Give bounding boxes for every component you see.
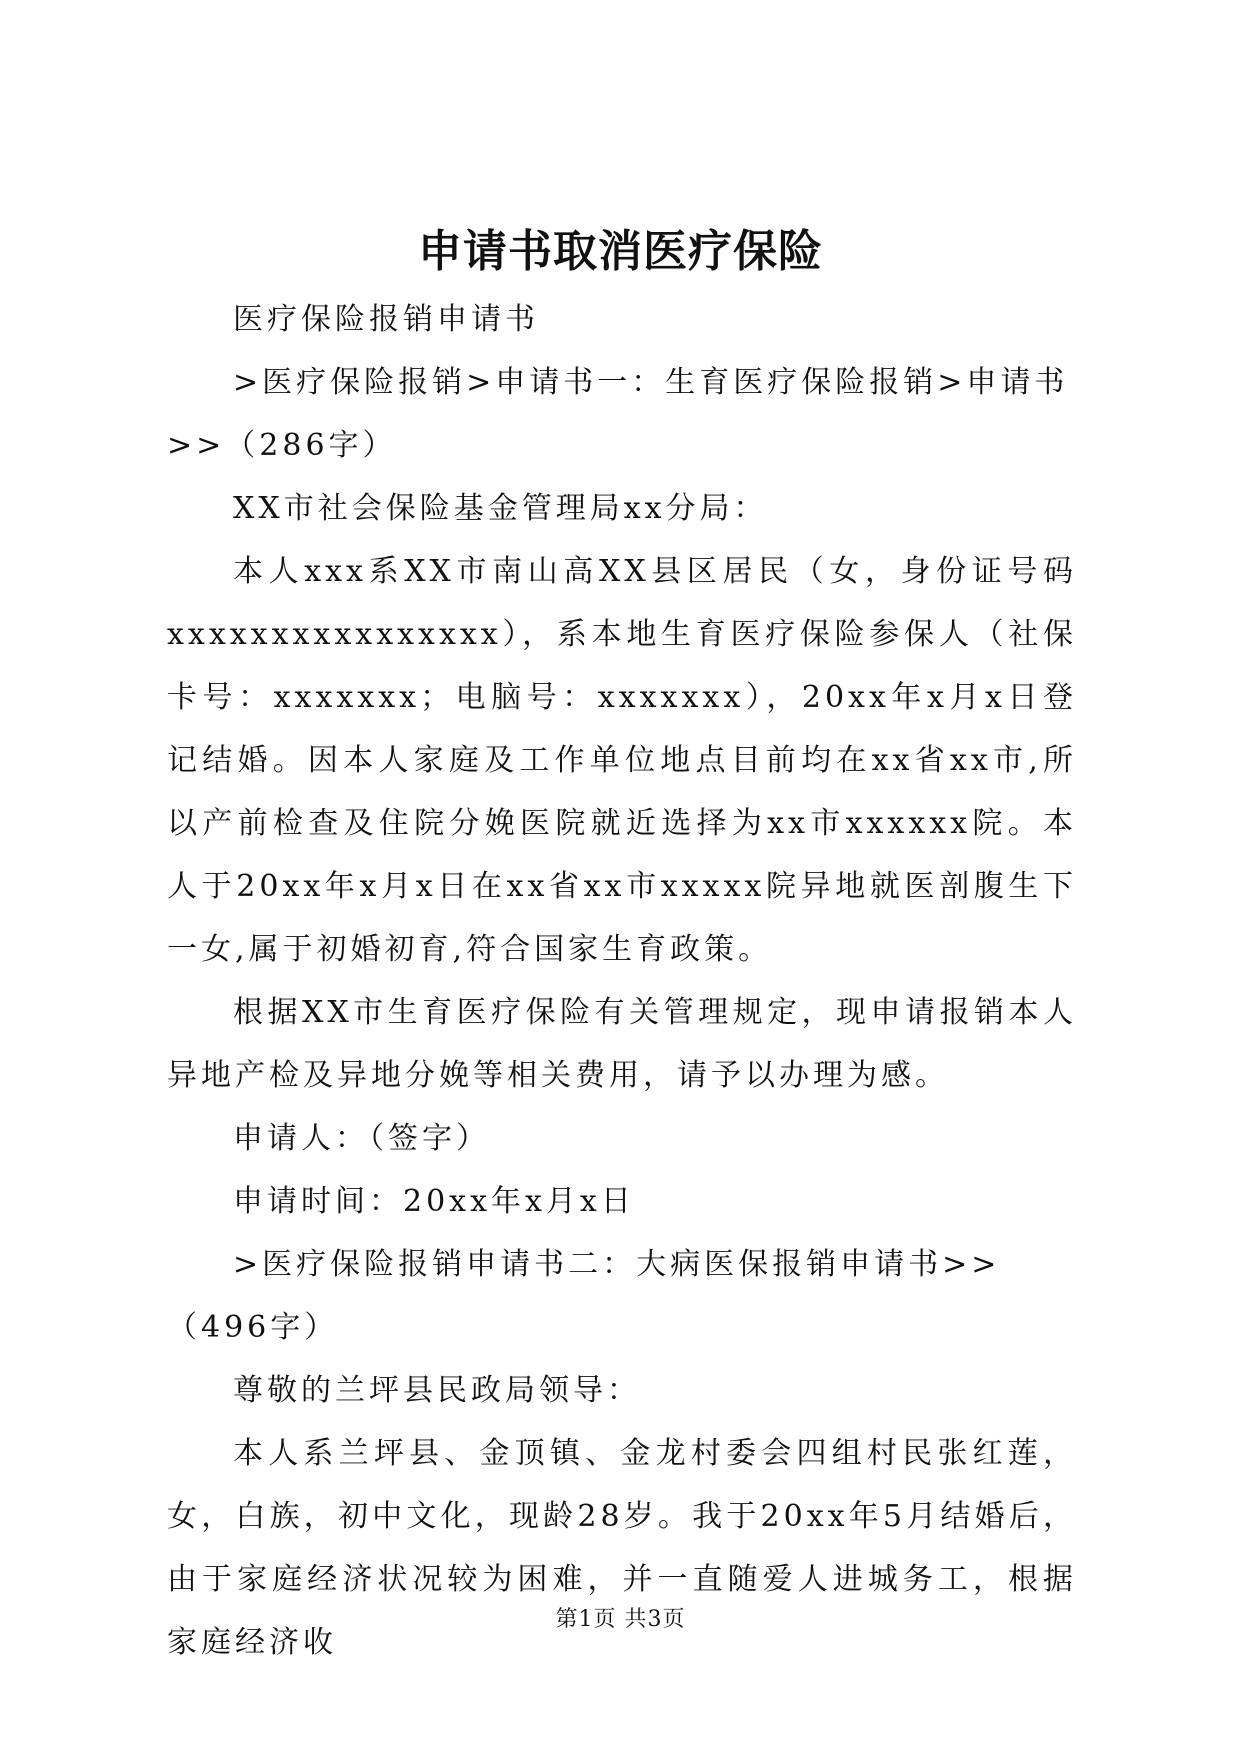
page-footer: 第1页 共3页	[555, 1607, 686, 1632]
paragraph-body-one: 本人xxx系XX市南山高XX县区居民（女，身份证号码xxxxxxxxxxxxxxxx），系本地生育医疗保险参保人（社保卡号：xxxxxxx；电脑号：xxxxxxx），20xx年x月x日登记结婚。因本人家庭及工作单位地点目前均在xx省xx市,所以产前检查及住院分娩医院就近选择为xx市xxxxxx院。本人于20xx年x月x日在xx省xx市xxxxx院异地就医剖腹生下一女,属于初婚初育,符合国家生育政策。	[167, 554, 1077, 967]
paragraph-body-two: 根据XX市生育医疗保险有关管理规定，现申请报销本人异地产检及异地分娩等相关费用，请予以办理为感。	[167, 995, 1077, 1093]
document-body	[167, 288, 1077, 1674]
paragraph-body-three: 本人系兰坪县、金顶镇、金龙村委会四组村民张红莲，女，白族，初中文化，现龄28岁。我于20xx年5月结婚后，由于家庭经济状况较为困难，并一直随爱人进城务工，根据家庭经济收	[167, 1436, 1077, 1660]
document-title: 申请书取消医疗保险	[418, 226, 823, 277]
paragraph-section-one-link: >医疗保险报销>申请书一：生育医疗保险报销>申请书>>（286字）	[167, 365, 1069, 463]
paragraph-heading: 医疗保险报销申请书	[233, 302, 539, 337]
paragraph-section-two-link: >医疗保险报销申请书二：大病医保报销申请书>>（496字）	[167, 1247, 1001, 1345]
paragraph-applicant: 申请人：（签字）	[233, 1121, 490, 1156]
paragraph-date: 申请时间：20xx年x月x日	[233, 1184, 635, 1219]
paragraph-salutation-two: 尊敬的兰坪县民政局领导：	[233, 1373, 641, 1408]
paragraph-salutation-one: XX市社会保险基金管理局xx分局：	[233, 491, 768, 526]
